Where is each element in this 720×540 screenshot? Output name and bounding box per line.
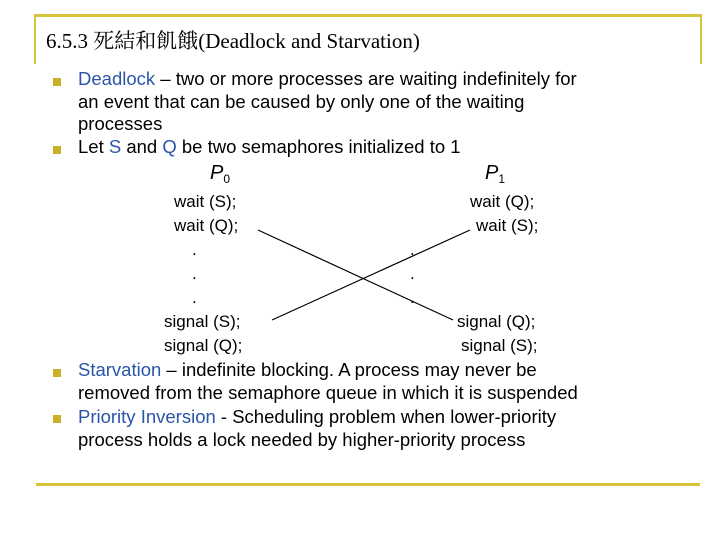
bullet-square-icon — [53, 415, 61, 423]
p1-wait-1: wait (Q); — [470, 192, 535, 211]
cross-line-up — [272, 230, 470, 320]
p0-dot-2: . — [192, 264, 197, 283]
priority-line-2: process holds a lock needed by higher-priority process — [78, 429, 526, 450]
starvation-line-1 — [78, 358, 537, 381]
p1-signal-2: signal (S); — [461, 336, 538, 355]
p0-dot-3: . — [192, 288, 197, 307]
deadlock-line-2: an event that can be caused by only one of the waiting — [78, 91, 525, 112]
priority-term: Priority Inversion — [78, 406, 216, 427]
p1-signal-1: signal (Q); — [457, 312, 536, 331]
starvation-def: – indefinite blocking. A process may never be — [161, 359, 537, 380]
priority-line-1 — [78, 405, 556, 428]
p0-wait-2: wait (Q); — [174, 216, 239, 235]
p1-dot-1: . — [410, 240, 415, 259]
p0-subscript: 0 — [223, 172, 231, 186]
p1-dot-2: . — [410, 264, 415, 283]
deadlock-def: – two or more processes are waiting indefinitely for — [155, 68, 577, 89]
semaphores-mid: and — [121, 136, 163, 157]
p1-label: P — [485, 162, 499, 184]
p1-dot-3: . — [410, 288, 415, 307]
deadlock-term: Deadlock — [78, 68, 156, 89]
p1-subscript: 1 — [498, 172, 506, 186]
cross-line-down — [258, 230, 453, 320]
deadlock-line-3: processes — [78, 113, 163, 134]
p0-signal-2: signal (Q); — [164, 336, 243, 355]
p0-dot-1: . — [192, 240, 197, 259]
priority-def: - Scheduling problem when lower-priority — [215, 406, 557, 427]
p0-wait-1: wait (S); — [174, 192, 237, 211]
semaphores-pre: Let — [78, 136, 109, 157]
starvation-line-2: removed from the semaphore queue in which it is suspended — [78, 382, 578, 403]
p0-label: P — [210, 162, 224, 184]
semaphores-post: be two semaphores initialized to 1 — [176, 136, 461, 157]
slide-title: 6.5.3 死結和飢餓(Deadlock and Starvation) — [46, 29, 420, 53]
starvation-term: Starvation — [78, 359, 162, 380]
p0-signal-1: signal (S); — [164, 312, 241, 331]
p1-wait-2: wait (S); — [476, 216, 539, 235]
semaphore-s: S — [108, 136, 122, 157]
bullet-square-icon — [53, 369, 61, 377]
semaphore-q: Q — [162, 136, 177, 157]
